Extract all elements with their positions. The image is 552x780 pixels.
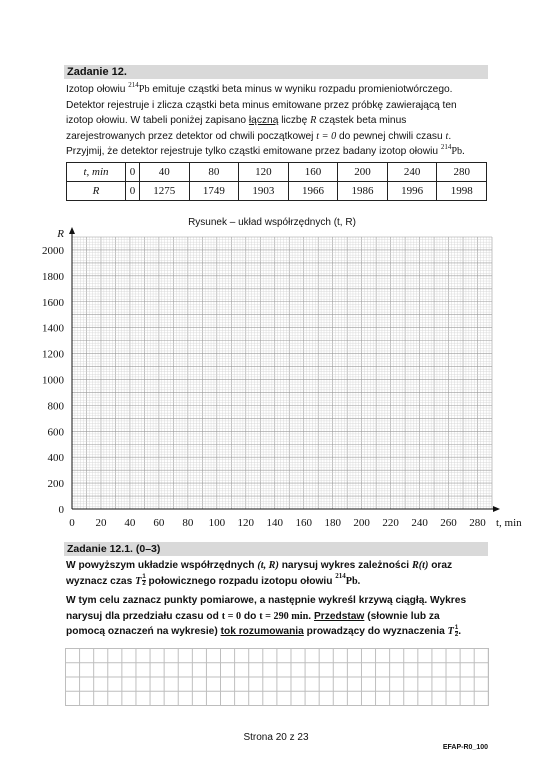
- x-tick-label: 240: [411, 517, 428, 529]
- table-row-label: R: [67, 182, 126, 201]
- subtask-header: Zadanie 12.1. (0–3): [64, 542, 488, 556]
- figure-title: Rysunek – układ współrzędnych (t, R): [188, 217, 356, 228]
- table-cell: 0: [126, 182, 140, 201]
- x-tick-label: 40: [124, 517, 136, 529]
- x-tick-label: 200: [353, 517, 370, 529]
- page-number: Strona 20 z 23: [243, 732, 309, 743]
- y-tick-label: 1200: [42, 348, 64, 361]
- x-tick-label: 160: [295, 517, 312, 529]
- table-cell: 40: [140, 163, 190, 182]
- x-tick-label: 120: [237, 517, 255, 529]
- task-intro: Izotop ołowiu $^{214}$Pb emituje cząstki beta minus w wyniku rozpadu promieniotwórczego. Detektor rejestruje i zlicza cząstki beta minus emitowane przez próbkę zawierającą ten izotop ołowiu. W tabeli poniżej zapisano łączną liczbę R cząstek beta minus zarejestrowanych przez detektor od chwili początkowej t = 0 do pewnej chwili czasu t. Przyjmij, że detektor rejestruje tylko cząstki emitowane przez badany izotop ołowiu $^{214}$Pb.: [66, 80, 465, 157]
- table-cell: 280: [437, 163, 487, 182]
- x-tick-label: 20: [95, 517, 107, 529]
- x-axis-arrow: [493, 506, 500, 512]
- table-cell: 160: [288, 163, 338, 182]
- table-cell: 1966: [288, 182, 338, 201]
- x-tick-label: 220: [382, 517, 399, 529]
- x-tick-label: 0: [69, 517, 75, 529]
- answer-grid[interactable]: [65, 648, 489, 706]
- x-tick-label: 140: [266, 517, 284, 529]
- y-tick-label: 2000: [42, 244, 64, 257]
- table-cell: 80: [189, 163, 239, 182]
- y-axis-label: R: [57, 228, 64, 240]
- table-row-label: t, min: [67, 163, 126, 182]
- x-tick-label: 180: [324, 517, 341, 529]
- table-cell: 240: [387, 163, 437, 182]
- half-fraction: $\frac{1}{2}$: [454, 624, 459, 638]
- y-tick-label: 200: [47, 478, 64, 491]
- y-tick-label: 1800: [42, 270, 64, 283]
- table-cell: 1986: [338, 182, 388, 201]
- y-tick-label: 0: [58, 504, 64, 516]
- table-cell: 1749: [189, 182, 239, 201]
- x-tick-label: 260: [440, 517, 457, 529]
- y-tick-label: 600: [47, 426, 64, 439]
- table-cell: 120: [239, 163, 289, 182]
- table-cell: 1903: [239, 182, 289, 201]
- y-tick-label: 400: [47, 452, 64, 465]
- subtask-instructions: W powyższym układzie współrzędnych (t, R) narysuj wykres zależności R(t) oraz wyznacz czas T $\frac{1}{2}$ połowicznego rozpadu izotopu ołowiu $^{214}$Pb. W tym celu zaznacz punkty pomiarowe, a następnie wykreśl krzywą ciągłą. Wykres narysuj dla przedziału czasu od t = 0 do t = 290 min. Przedstaw (słownie lub za pomocą oznaczeń na wykresie) tok rozumowania prowadzący do wyznaczenia T $\frac{1}{2}$ .: [66, 560, 467, 638]
- y-tick-label: 1600: [42, 296, 64, 309]
- y-tick-label: 1000: [42, 374, 64, 387]
- x-axis-label: t, min: [496, 517, 522, 529]
- table-cell: 1275: [140, 182, 190, 201]
- exam-code: EFAP-R0_100: [442, 744, 488, 751]
- table-cell: 200: [338, 163, 388, 182]
- x-tick-label: 80: [182, 517, 194, 529]
- table-cell: 1998: [437, 182, 487, 201]
- table-cell: 0: [126, 163, 140, 182]
- x-tick-label: 60: [153, 517, 165, 529]
- half-fraction: $\frac{1}{2}$: [142, 574, 146, 588]
- y-axis-arrow: [69, 227, 75, 234]
- x-tick-label: 100: [208, 517, 226, 529]
- y-tick-label: 800: [47, 400, 64, 413]
- task-header: Zadanie 12.: [64, 65, 488, 79]
- y-tick-label: 1400: [42, 322, 64, 335]
- x-tick-label: 280: [469, 517, 486, 529]
- table-cell: 1996: [387, 182, 437, 201]
